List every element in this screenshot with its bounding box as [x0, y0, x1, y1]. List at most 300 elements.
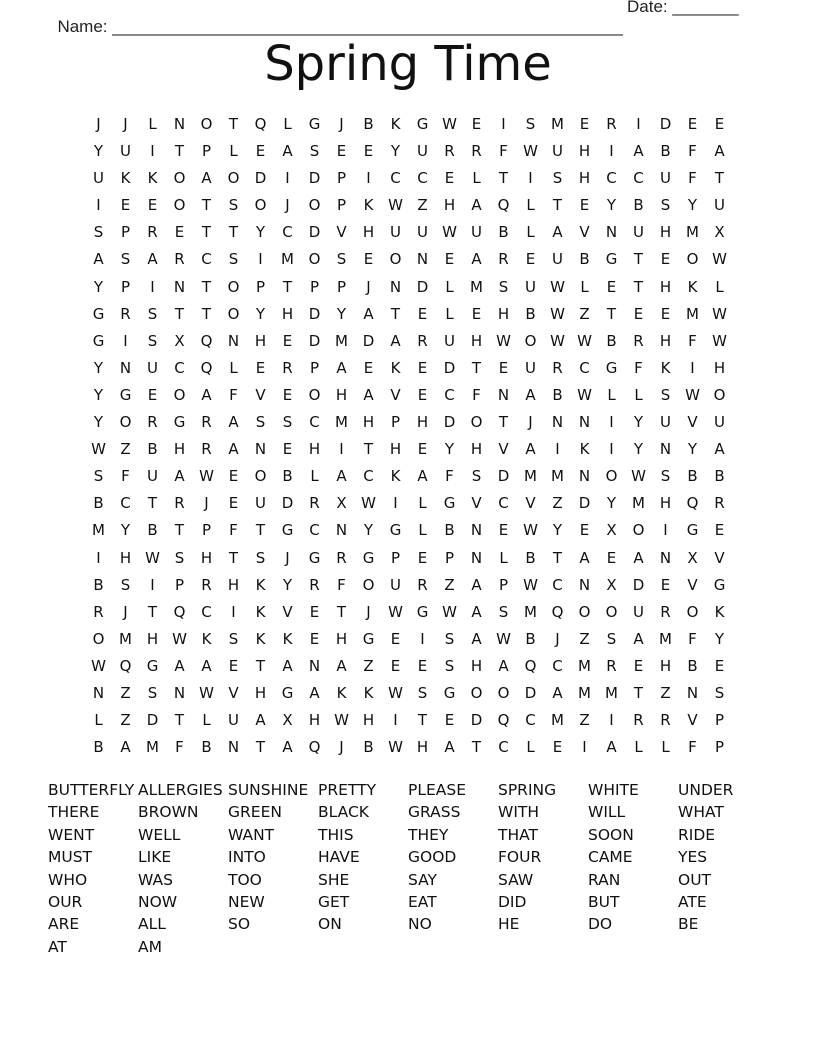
grid-letter: W — [145, 548, 160, 567]
grid-letter: H — [497, 304, 510, 323]
grid-letter: U — [147, 467, 158, 486]
grid-letter: S — [120, 250, 131, 269]
grid-letter: B — [687, 467, 698, 486]
grid-letter: W — [442, 602, 457, 621]
grid-letter: N — [659, 548, 672, 567]
grid-letter: P — [390, 413, 401, 432]
grid-letter: Q — [497, 196, 510, 215]
grid-letter: U — [660, 169, 671, 188]
grid-letter: T — [498, 413, 509, 432]
word-list-item: WITH — [498, 803, 540, 822]
grid-letter: E — [228, 467, 239, 486]
grid-letter: W — [496, 629, 511, 648]
grid-letter: E — [606, 548, 617, 567]
grid-letter: R — [552, 358, 563, 377]
grid-letter: W — [685, 385, 700, 404]
grid-letter: F — [499, 142, 508, 161]
grid-letter: E — [417, 656, 428, 675]
grid-letter: H — [362, 413, 375, 432]
grid-letter: B — [633, 196, 644, 215]
grid-letter: I — [150, 142, 155, 161]
grid-letter: U — [444, 331, 455, 350]
grid-letter: X — [687, 548, 698, 567]
grid-letter: I — [96, 548, 101, 567]
word-list-item: ALLERGIES — [138, 781, 223, 799]
grid-letter: D — [632, 575, 645, 594]
grid-letter: M — [551, 711, 564, 730]
grid-letter: D — [443, 413, 456, 432]
grid-letter: Y — [93, 413, 104, 432]
grid-letter: G — [92, 331, 105, 350]
grid-letter: O — [686, 602, 699, 621]
grid-letter: H — [659, 656, 672, 675]
grid-letter: H — [470, 331, 483, 350]
grid-letter: A — [336, 358, 347, 377]
grid-letter: U — [147, 358, 158, 377]
grid-letter: L — [526, 738, 535, 757]
word-list-item: CAME — [588, 848, 633, 867]
grid-letter: G — [443, 683, 456, 702]
word-list-item: WAS — [138, 870, 173, 889]
grid-letter: T — [633, 277, 644, 296]
grid-letter: J — [366, 602, 371, 621]
grid-letter: T — [363, 440, 374, 459]
grid-letter: T — [552, 196, 563, 215]
grid-letter: L — [283, 115, 292, 133]
grid-letter: M — [146, 738, 159, 757]
grid-letter: W — [388, 196, 403, 215]
grid-letter: U — [255, 494, 266, 513]
grid-letter: Y — [336, 304, 347, 323]
grid-letter: J — [285, 196, 290, 215]
grid-letter: Y — [255, 304, 266, 323]
grid-letter: A — [444, 738, 455, 757]
grid-letter: E — [660, 304, 671, 323]
grid-letter: T — [228, 548, 239, 567]
grid-letter: O — [605, 467, 618, 486]
grid-letter: H — [578, 169, 591, 188]
grid-letter: E — [390, 656, 401, 675]
grid-letter: W — [712, 250, 727, 269]
grid-letter: I — [663, 521, 668, 540]
grid-letter: N — [227, 331, 240, 350]
grid-letter: Q — [119, 656, 132, 675]
grid-letter: S — [255, 548, 266, 567]
grid-letter: F — [175, 738, 184, 757]
grid-letter: Y — [687, 440, 698, 459]
grid-letter: Y — [606, 196, 617, 215]
grid-letter: H — [713, 358, 726, 377]
word-list-item: LIKE — [138, 848, 172, 867]
grid-letter: Y — [633, 413, 644, 432]
grid-letter: I — [609, 440, 614, 459]
grid-letter: S — [336, 250, 347, 269]
grid-letter: G — [416, 115, 429, 133]
grid-letter: Q — [524, 656, 537, 675]
grid-letter: K — [363, 196, 374, 215]
grid-letter: L — [607, 385, 616, 404]
grid-letter: S — [228, 250, 239, 269]
grid-letter: T — [174, 521, 185, 540]
grid-letter: R — [147, 223, 158, 242]
grid-letter: E — [660, 575, 671, 594]
grid-letter: U — [714, 196, 725, 215]
grid-letter: T — [174, 142, 185, 161]
grid-letter: O — [470, 683, 483, 702]
grid-letter: H — [659, 277, 672, 296]
grid-letter: E — [417, 358, 428, 377]
grid-letter: W — [523, 575, 538, 594]
grid-letter: M — [551, 115, 564, 133]
grid-letter: Y — [444, 440, 455, 459]
grid-letter: H — [578, 142, 591, 161]
word-list-item: GREEN — [228, 803, 282, 822]
grid-letter: N — [470, 521, 483, 540]
grid-letter: U — [93, 169, 104, 188]
grid-letter: A — [633, 629, 644, 648]
word-list-item: HE — [498, 915, 520, 934]
grid-letter: E — [309, 629, 320, 648]
word-list-item: BLACK — [318, 803, 369, 822]
grid-letter: Z — [579, 629, 590, 648]
grid-letter: B — [363, 115, 374, 133]
grid-letter: T — [417, 711, 428, 730]
grid-letter: N — [659, 440, 672, 459]
grid-letter: Z — [552, 494, 563, 513]
grid-letter: K — [255, 629, 266, 648]
grid-letter: T — [201, 196, 212, 215]
grid-letter: A — [633, 142, 644, 161]
grid-letter: L — [445, 277, 454, 296]
grid-letter: B — [93, 738, 104, 757]
grid-letter: T — [633, 250, 644, 269]
grid-letter: E — [282, 331, 293, 350]
grid-letter: W — [577, 385, 592, 404]
grid-letter: R — [606, 656, 617, 675]
grid-letter: D — [362, 331, 375, 350]
grid-letter: N — [551, 413, 564, 432]
grid-letter: B — [282, 467, 293, 486]
grid-letter: N — [173, 115, 186, 133]
grid-letter: P — [174, 575, 185, 594]
grid-letter: S — [282, 413, 293, 432]
grid-letter: O — [470, 413, 483, 432]
name-field-label: Name: ______________________________________________________ — [57, 17, 623, 36]
grid-letter: O — [686, 250, 699, 269]
grid-letter: S — [525, 115, 536, 133]
grid-letter: L — [526, 196, 535, 215]
grid-letter: B — [93, 494, 104, 513]
word-list-item: NEW — [228, 892, 265, 911]
grid-letter: B — [552, 385, 563, 404]
grid-letter: T — [201, 277, 212, 296]
word-list-item: SO — [228, 915, 251, 934]
grid-letter: R — [147, 413, 158, 432]
grid-letter: M — [659, 629, 672, 648]
grid-letter: H — [443, 196, 456, 215]
grid-letter: E — [579, 115, 590, 133]
grid-letter: E — [714, 521, 725, 540]
grid-letter: C — [120, 494, 131, 513]
grid-letter: Y — [714, 629, 725, 648]
grid-letter: M — [470, 277, 483, 296]
grid-letter: C — [552, 656, 563, 675]
grid-letter: S — [255, 413, 266, 432]
grid-letter: V — [282, 602, 293, 621]
grid-letter: M — [551, 467, 564, 486]
word-list-item: NO — [408, 915, 432, 934]
grid-letter: S — [552, 169, 563, 188]
grid-letter: M — [578, 683, 591, 702]
grid-letter: S — [228, 196, 239, 215]
grid-letter: I — [150, 277, 155, 296]
grid-letter: S — [660, 196, 671, 215]
grid-letter: T — [201, 304, 212, 323]
grid-letter: A — [201, 385, 212, 404]
grid-letter: D — [416, 277, 429, 296]
grid-letter: O — [173, 385, 186, 404]
grid-letter: Z — [120, 440, 131, 459]
grid-letter: R — [174, 494, 185, 513]
grid-letter: L — [229, 142, 238, 161]
grid-letter: K — [579, 440, 590, 459]
grid-letter: A — [471, 250, 482, 269]
grid-letter: R — [714, 494, 725, 513]
grid-letter: K — [390, 115, 401, 133]
grid-letter: U — [471, 223, 482, 242]
grid-letter: W — [199, 467, 214, 486]
grid-letter: G — [389, 521, 402, 540]
grid-letter: E — [282, 385, 293, 404]
grid-letter: B — [498, 223, 509, 242]
word-list-item: FOUR — [498, 848, 542, 867]
grid-letter: S — [120, 575, 131, 594]
word-list-item: MUST — [48, 848, 93, 867]
grid-letter: U — [390, 223, 401, 242]
grid-letter: R — [444, 142, 455, 161]
grid-letter: D — [308, 169, 321, 188]
grid-letter: A — [714, 440, 725, 459]
grid-letter: D — [281, 494, 294, 513]
grid-letter: W — [523, 142, 538, 161]
grid-letter: E — [174, 223, 185, 242]
grid-letter: N — [416, 250, 429, 269]
grid-letter: E — [471, 304, 482, 323]
grid-letter: S — [444, 629, 455, 648]
grid-letter: S — [498, 602, 509, 621]
grid-letter: E — [147, 385, 158, 404]
grid-letter: Y — [93, 358, 104, 377]
grid-letter: E — [660, 250, 671, 269]
grid-letter: E — [147, 196, 158, 215]
word-list-item: ON — [318, 915, 342, 934]
grid-letter: U — [417, 223, 428, 242]
grid-letter: M — [335, 413, 348, 432]
word-list-item: THERE — [48, 803, 100, 822]
grid-letter: Q — [173, 602, 186, 621]
grid-letter: A — [471, 602, 482, 621]
grid-letter: S — [471, 467, 482, 486]
grid-letter: I — [393, 711, 398, 730]
grid-letter: C — [606, 169, 617, 188]
grid-letter: A — [471, 575, 482, 594]
grid-letter: K — [147, 169, 158, 188]
grid-letter: O — [254, 467, 267, 486]
grid-letter: Z — [120, 711, 131, 730]
page-title: Spring Time — [264, 36, 552, 92]
grid-letter: L — [229, 358, 238, 377]
grid-letter: Y — [363, 521, 374, 540]
grid-letter: H — [362, 711, 375, 730]
grid-letter: Y — [687, 196, 698, 215]
grid-letter: W — [388, 738, 403, 757]
grid-letter: D — [146, 711, 159, 730]
grid-letter: T — [390, 304, 401, 323]
grid-letter: X — [282, 711, 293, 730]
grid-letter: I — [285, 169, 290, 188]
grid-letter: R — [417, 331, 428, 350]
grid-letter: H — [470, 656, 483, 675]
grid-letter: G — [308, 548, 321, 567]
grid-letter: N — [119, 358, 132, 377]
grid-letter: P — [714, 711, 725, 730]
grid-letter: K — [363, 683, 374, 702]
grid-letter: M — [281, 250, 294, 269]
grid-letter: G — [119, 385, 132, 404]
grid-letter: J — [339, 115, 344, 133]
grid-letter: B — [147, 440, 158, 459]
grid-letter: E — [363, 358, 374, 377]
grid-letter: E — [471, 115, 482, 133]
grid-letter: I — [528, 169, 533, 188]
grid-letter: U — [633, 602, 644, 621]
grid-letter: N — [605, 223, 618, 242]
grid-letter: T — [552, 548, 563, 567]
grid-letter: H — [200, 548, 213, 567]
grid-letter: E — [444, 250, 455, 269]
grid-letter: T — [471, 358, 482, 377]
grid-letter: W — [442, 223, 457, 242]
grid-letter: B — [444, 521, 455, 540]
grid-letter: M — [632, 494, 645, 513]
grid-letter: H — [659, 331, 672, 350]
grid-letter: T — [174, 711, 185, 730]
grid-letter: T — [228, 115, 239, 133]
grid-letter: M — [686, 304, 699, 323]
grid-letter: S — [228, 629, 239, 648]
grid-letter: L — [310, 467, 319, 486]
grid-letter: R — [498, 250, 509, 269]
grid-letter: S — [147, 683, 158, 702]
grid-letter: M — [335, 331, 348, 350]
grid-letter: W — [523, 521, 538, 540]
grid-letter: T — [255, 738, 266, 757]
grid-letter: G — [362, 548, 375, 567]
grid-letter: V — [687, 711, 698, 730]
grid-letter: P — [120, 277, 131, 296]
grid-letter: Z — [417, 196, 428, 215]
grid-letter: E — [228, 494, 239, 513]
grid-letter: Z — [120, 683, 131, 702]
grid-letter: E — [633, 656, 644, 675]
grid-letter: N — [686, 683, 699, 702]
grid-letter: E — [444, 169, 455, 188]
grid-letter: L — [634, 738, 643, 757]
grid-letter: I — [96, 196, 101, 215]
grid-letter: P — [336, 277, 347, 296]
grid-letter: Y — [606, 494, 617, 513]
word-list-item: ARE — [48, 915, 80, 934]
grid-letter: F — [688, 629, 697, 648]
grid-letter: G — [308, 115, 321, 133]
grid-letter: A — [147, 250, 158, 269]
grid-letter: C — [174, 358, 185, 377]
grid-letter: E — [579, 196, 590, 215]
word-list-item: WELL — [138, 825, 181, 844]
grid-letter: Z — [660, 683, 671, 702]
grid-letter: L — [418, 521, 427, 540]
grid-letter: G — [605, 358, 618, 377]
grid-letter: U — [525, 277, 536, 296]
grid-letter: C — [282, 223, 293, 242]
grid-letter: T — [336, 602, 347, 621]
grid-letter: B — [660, 142, 671, 161]
grid-letter: H — [335, 629, 348, 648]
grid-letter: S — [93, 467, 104, 486]
grid-letter: T — [147, 602, 158, 621]
word-list-item: BUTTERFLY — [48, 781, 135, 799]
grid-letter: H — [308, 440, 321, 459]
grid-letter: C — [309, 413, 320, 432]
grid-letter: V — [687, 413, 698, 432]
grid-letter: E — [336, 142, 347, 161]
grid-letter: O — [605, 602, 618, 621]
grid-letter: Y — [93, 277, 104, 296]
grid-letter: A — [309, 683, 320, 702]
grid-letter: R — [174, 250, 185, 269]
grid-letter: I — [150, 575, 155, 594]
grid-letter: G — [173, 413, 186, 432]
grid-letter: I — [609, 711, 614, 730]
grid-letter: D — [308, 331, 321, 350]
grid-letter: K — [687, 277, 698, 296]
grid-letter: U — [660, 413, 671, 432]
grid-letter: T — [255, 656, 266, 675]
grid-letter: V — [525, 494, 536, 513]
grid-letter: G — [605, 250, 618, 269]
grid-letter: W — [442, 115, 457, 133]
word-list-item: ALL — [138, 915, 166, 934]
grid-letter: I — [123, 331, 128, 350]
grid-letter: V — [471, 494, 482, 513]
grid-letter: L — [661, 738, 670, 757]
grid-letter: N — [578, 575, 591, 594]
grid-letter: B — [147, 521, 158, 540]
grid-letter: S — [714, 683, 725, 702]
word-list-item: THAT — [498, 825, 538, 844]
grid-letter: O — [92, 629, 105, 648]
grid-letter: A — [336, 656, 347, 675]
grid-letter: N — [227, 738, 240, 757]
word-list-item: UNDER — [678, 781, 734, 799]
grid-letter: O — [227, 304, 240, 323]
word-list-item: YES — [678, 848, 708, 867]
grid-letter: E — [120, 196, 131, 215]
grid-letter: P — [120, 223, 131, 242]
grid-letter: M — [524, 602, 537, 621]
word-list-item: THIS — [318, 825, 354, 844]
grid-letter: A — [525, 440, 536, 459]
